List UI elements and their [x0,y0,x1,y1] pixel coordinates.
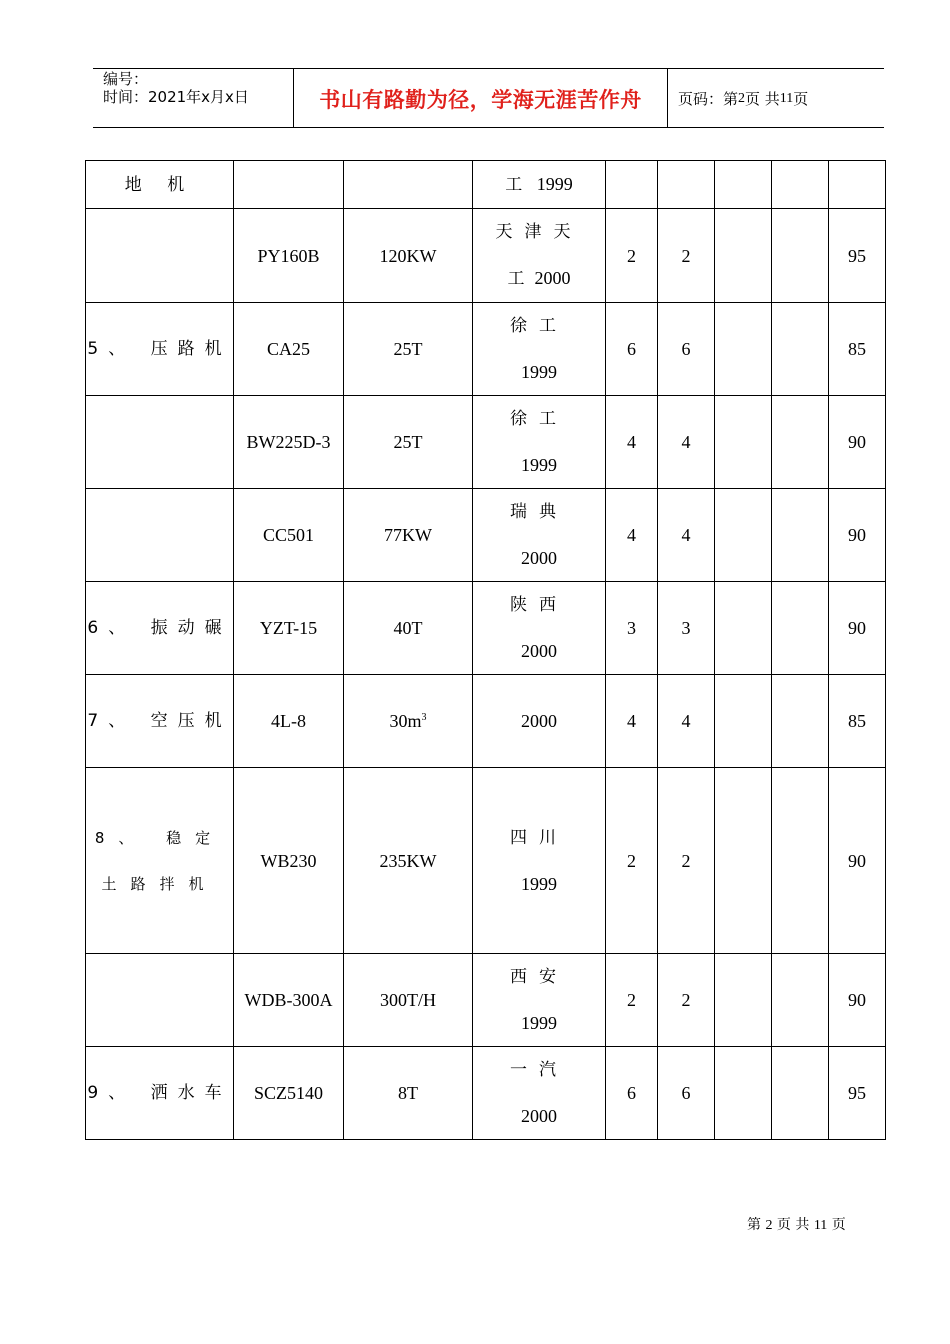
cell-manufacturer [473,675,606,768]
cell-empty-b [772,303,829,396]
cell-empty-b [772,161,829,209]
cell-manufacturer [473,209,606,303]
cell-condition: 90 [829,489,886,582]
manufacturer-name: 西安 [510,967,568,987]
footer-mid: 页 共 [776,1217,810,1233]
header-code-label: 编号： [103,70,149,88]
table-row [86,675,886,768]
table-row [86,303,886,396]
cell-model: YZT-15 [234,582,344,675]
cell-empty-b [772,582,829,675]
cell-model: WDB-300A [234,954,344,1047]
cell-qty-inplace: 6 [658,1047,715,1140]
header-motto: 书山有路勤为径，学海无涯苦作舟 [294,69,668,128]
cell-manufacturer [473,396,606,489]
cell-empty-b [772,675,829,768]
cell-model: WB230 [234,768,344,954]
cell-model: SCZ5140 [234,1047,344,1140]
cell-equipment-name [86,489,234,582]
page-header [93,68,884,128]
cell-spec: 235KW [344,768,473,954]
cell-empty-a [715,582,772,675]
cell-spec: 77KW [344,489,473,582]
cell-condition: 85 [829,303,886,396]
spec-superscript: 3 [421,712,427,723]
table-row [86,1047,886,1140]
cell-spec: 25T [344,303,473,396]
cell-empty-a [715,396,772,489]
cell-empty-b [772,1047,829,1140]
cell-manufacturer [473,768,606,954]
cell-manufacturer [473,1047,606,1140]
cell-qty: 4 [606,675,658,768]
cell-manufacturer [473,954,606,1047]
cell-empty-b [772,209,829,303]
cell-model: 4L-8 [234,675,344,768]
manufacturer-year: 1999 [521,362,557,382]
equipment-table [85,160,886,1140]
cell-spec: 300T/H [344,954,473,1047]
footer-page-total: 11 [813,1218,828,1233]
header-page-total: 11 [779,90,794,106]
cell-model: CA25 [234,303,344,396]
cell-qty: 4 [606,489,658,582]
manufacturer-year: 2000 [521,711,557,731]
manufacturer-name: 陕西 [510,595,568,615]
cell-empty-a [715,675,772,768]
cell-equipment-name: 5、 压路机 [86,303,234,396]
cell-empty-a [715,303,772,396]
header-page-suffix: 页 [793,90,809,108]
cell-condition: 90 [829,582,886,675]
manufacturer-year: 1999 [521,1013,557,1033]
cell-manufacturer [473,303,606,396]
spec-value: 30m [389,711,422,731]
cell-manufacturer [473,161,606,209]
cell-qty-inplace: 4 [658,675,715,768]
cell-empty-a [715,768,772,954]
cell-condition: 85 [829,675,886,768]
header-page-number [668,69,884,128]
cell-qty-inplace: 2 [658,209,715,303]
cell-condition: 90 [829,396,886,489]
cell-model: CC501 [234,489,344,582]
cell-empty-a [715,161,772,209]
header-time-label: 时间：2021年x月x日 [103,88,249,106]
cell-model [234,161,344,209]
cell-spec [344,161,473,209]
cell-equipment-name: 7、 空压机 [86,675,234,768]
manufacturer-name: 一汽 [510,1060,568,1080]
manufacturer-city-suffix: 工 [507,269,535,289]
cell-condition [829,161,886,209]
footer-suffix: 页 [831,1217,846,1233]
cell-equipment-name: 9、 洒水车 [86,1047,234,1140]
table-row [86,396,886,489]
header-page-num: 2 [738,90,746,106]
cell-qty [606,161,658,209]
manufacturer-name: 四川 [510,827,568,848]
table-row [86,209,886,303]
cell-empty-b [772,396,829,489]
cell-empty-a [715,1047,772,1140]
page-footer [747,1214,846,1234]
footer-prefix: 第 [747,1217,761,1233]
cell-empty-a [715,489,772,582]
cell-condition: 95 [829,1047,886,1140]
manufacturer-year: 2000 [521,641,557,661]
cell-spec: 120KW [344,209,473,303]
cell-qty-inplace: 6 [658,303,715,396]
cell-spec: 8T [344,1047,473,1140]
header-meta [93,69,294,128]
cell-condition: 90 [829,768,886,954]
header-page-prefix: 页码：第 [678,90,739,108]
cell-manufacturer [473,489,606,582]
cell-empty-b [772,768,829,954]
manufacturer-year: 2000 [521,548,557,568]
table-row [86,161,886,209]
cell-qty: 6 [606,303,658,396]
cell-empty-a [715,209,772,303]
cell-equipment-name: 地 机 [86,161,234,209]
cell-condition: 90 [829,954,886,1047]
cell-qty-inplace: 4 [658,489,715,582]
cell-qty-inplace: 2 [658,768,715,954]
cell-model: BW225D-3 [234,396,344,489]
cell-equipment-name [86,954,234,1047]
cell-equipment-name [86,396,234,489]
manufacturer-year: 工2000 [507,268,571,289]
cell-qty: 3 [606,582,658,675]
cell-empty-b [772,489,829,582]
manufacturer-name: 天津天 [495,222,583,242]
cell-spec [344,675,473,768]
cell-qty: 2 [606,954,658,1047]
table-row [86,489,886,582]
cell-qty: 2 [606,768,658,954]
table-row [86,954,886,1047]
manufacturer-name: 工 [505,175,533,195]
cell-qty-inplace: 3 [658,582,715,675]
manufacturer-year: 1999 [521,873,557,894]
cell-model: PY160B [234,209,344,303]
table-row [86,582,886,675]
manufacturer-name: 徐工 [510,316,568,336]
cell-equipment-name: 8、 稳定土路拌机 [86,768,234,954]
cell-condition: 95 [829,209,886,303]
manufacturer-name: 徐工 [510,409,568,429]
header-page-mid: 页 共 [745,90,780,108]
table-row [86,768,886,954]
footer-page-num: 2 [765,1218,773,1233]
manufacturer-year: 1999 [521,455,557,475]
cell-equipment-name: 6、 振动碾 [86,582,234,675]
cell-empty-b [772,954,829,1047]
manufacturer-year: 1999 [536,174,573,194]
cell-equipment-name [86,209,234,303]
manufacturer-name: 瑞典 [510,502,568,522]
cell-qty: 2 [606,209,658,303]
cell-spec: 40T [344,582,473,675]
cell-qty-inplace: 2 [658,954,715,1047]
cell-qty: 6 [606,1047,658,1140]
cell-empty-a [715,954,772,1047]
cell-spec: 25T [344,396,473,489]
manufacturer-year: 2000 [521,1106,557,1126]
cell-qty: 4 [606,396,658,489]
cell-manufacturer [473,582,606,675]
cell-qty-inplace: 4 [658,396,715,489]
cell-qty-inplace [658,161,715,209]
